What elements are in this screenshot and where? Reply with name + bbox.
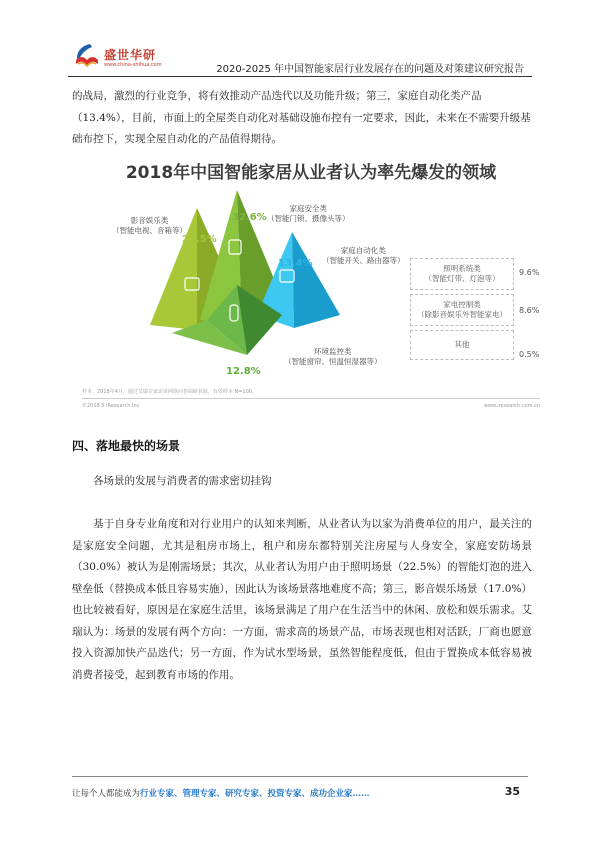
pct-automation: 13.4% bbox=[278, 258, 313, 269]
section-body: 基于自身专业角度和对行业用户的认知来判断，从业者认为以家为消费单位的用户，最关注的是家庭安全问题，尤其是租房市场上，租户和房东都特别关注房屋与人身安全，家庭安防场景（30.0%）被认为是刚需场景；其次，从业者认为用户由于照明场景（22.5%）的智能灯泡的进入壁垒低（替换成本低且容易实施），因此认为该场景落地难度不高；第三，影音娱乐场景（17.0%）也比较被看好，原因是在家庭生活里，该场景满足了用户在生活当中的休闲、放松和娱乐需求。艾瑞认为：场景的发展有两个方向：一方面，需求高的场景产品，市场表现也相对活跃，厂商也愿意投入资源加快产品迭代；另一方面，作为试水型场景，虽然智能程度低，但由于置换成本低容易被消费者接受，起到教育市场的作用。 bbox=[72, 518, 532, 681]
chart-title: 2018年中国智能家居从业者认为率先爆发的领域 bbox=[125, 163, 497, 183]
pct-security: 32.6% bbox=[232, 212, 267, 223]
intro-line: 的战局，激烈的行业竞争，将有效推动产品迭代以及功能升级；第三，家庭自动化类产品 bbox=[72, 90, 482, 102]
pct-other: 0.5% bbox=[519, 350, 540, 359]
header-divider bbox=[68, 76, 532, 77]
label-environment: 环境监控类 （智能窗帘、恒温恒湿器等） bbox=[284, 347, 382, 366]
logo-name: 盛世华研 bbox=[104, 48, 157, 62]
label-automation: 家庭自动化类 （智能开关、路由器等） bbox=[322, 246, 405, 265]
box-appliance: 家电控制类 （除影音娱乐外智能家电） bbox=[410, 294, 514, 326]
footer-prefix: 让每个人都能成为 bbox=[72, 789, 141, 799]
section-subtitle: 各场景的发展与消费者的需求密切挂钩 bbox=[93, 475, 272, 487]
intro-line: （13.4%），目前，市面上的全屋类自动化对基础设施布控有一定要求，因此，未来在不需要升级基 bbox=[72, 111, 531, 124]
pct-environment: 12.8% bbox=[226, 366, 261, 377]
label-media: 影音娱乐类 （智能电视、音箱等） bbox=[112, 216, 187, 235]
footer-divider bbox=[72, 776, 528, 777]
pct-media: 22.5% bbox=[182, 234, 217, 245]
page-number: 35 bbox=[504, 785, 520, 798]
chart-note: 样本：2018年4月，通过艾瑞专家访谈网络问卷调研获取，有效样本 N=100。 bbox=[82, 389, 257, 395]
pct-appliance: 8.6% bbox=[519, 306, 540, 315]
chart-copyright: ©2018.5 iResearch Inc bbox=[82, 403, 140, 409]
chart-divider bbox=[82, 398, 540, 399]
intro-line: 础布控下，实现全屋自动化的产品值得期待。 bbox=[72, 133, 282, 145]
page-header bbox=[68, 38, 532, 78]
box-other: 其他 bbox=[410, 330, 514, 360]
logo-mark-icon bbox=[72, 42, 102, 70]
company-logo bbox=[68, 38, 178, 76]
pct-lighting: 9.6% bbox=[519, 268, 540, 277]
label-security: 家庭安全类 （智能门锁、摄像头等） bbox=[267, 204, 350, 223]
box-lighting: 照明系统类 （智能灯带、灯泡等） bbox=[410, 258, 514, 290]
footer-slogan bbox=[72, 787, 370, 799]
intro-paragraph bbox=[72, 86, 532, 151]
report-title: 2020-2025 年中国智能家居行业发展存在的问题及对策建议研究报告 bbox=[216, 64, 524, 75]
logo-url: www.china-shihua.com bbox=[104, 62, 162, 68]
chart-source-site: www.iresearch.com.cn bbox=[483, 403, 540, 409]
section-heading: 四、落地最快的场景 bbox=[72, 439, 181, 453]
chart-figure bbox=[82, 150, 540, 420]
footer-highlight: 行业专家、管理专家、研究专家、投资专家、成功企业家…… bbox=[140, 789, 370, 799]
